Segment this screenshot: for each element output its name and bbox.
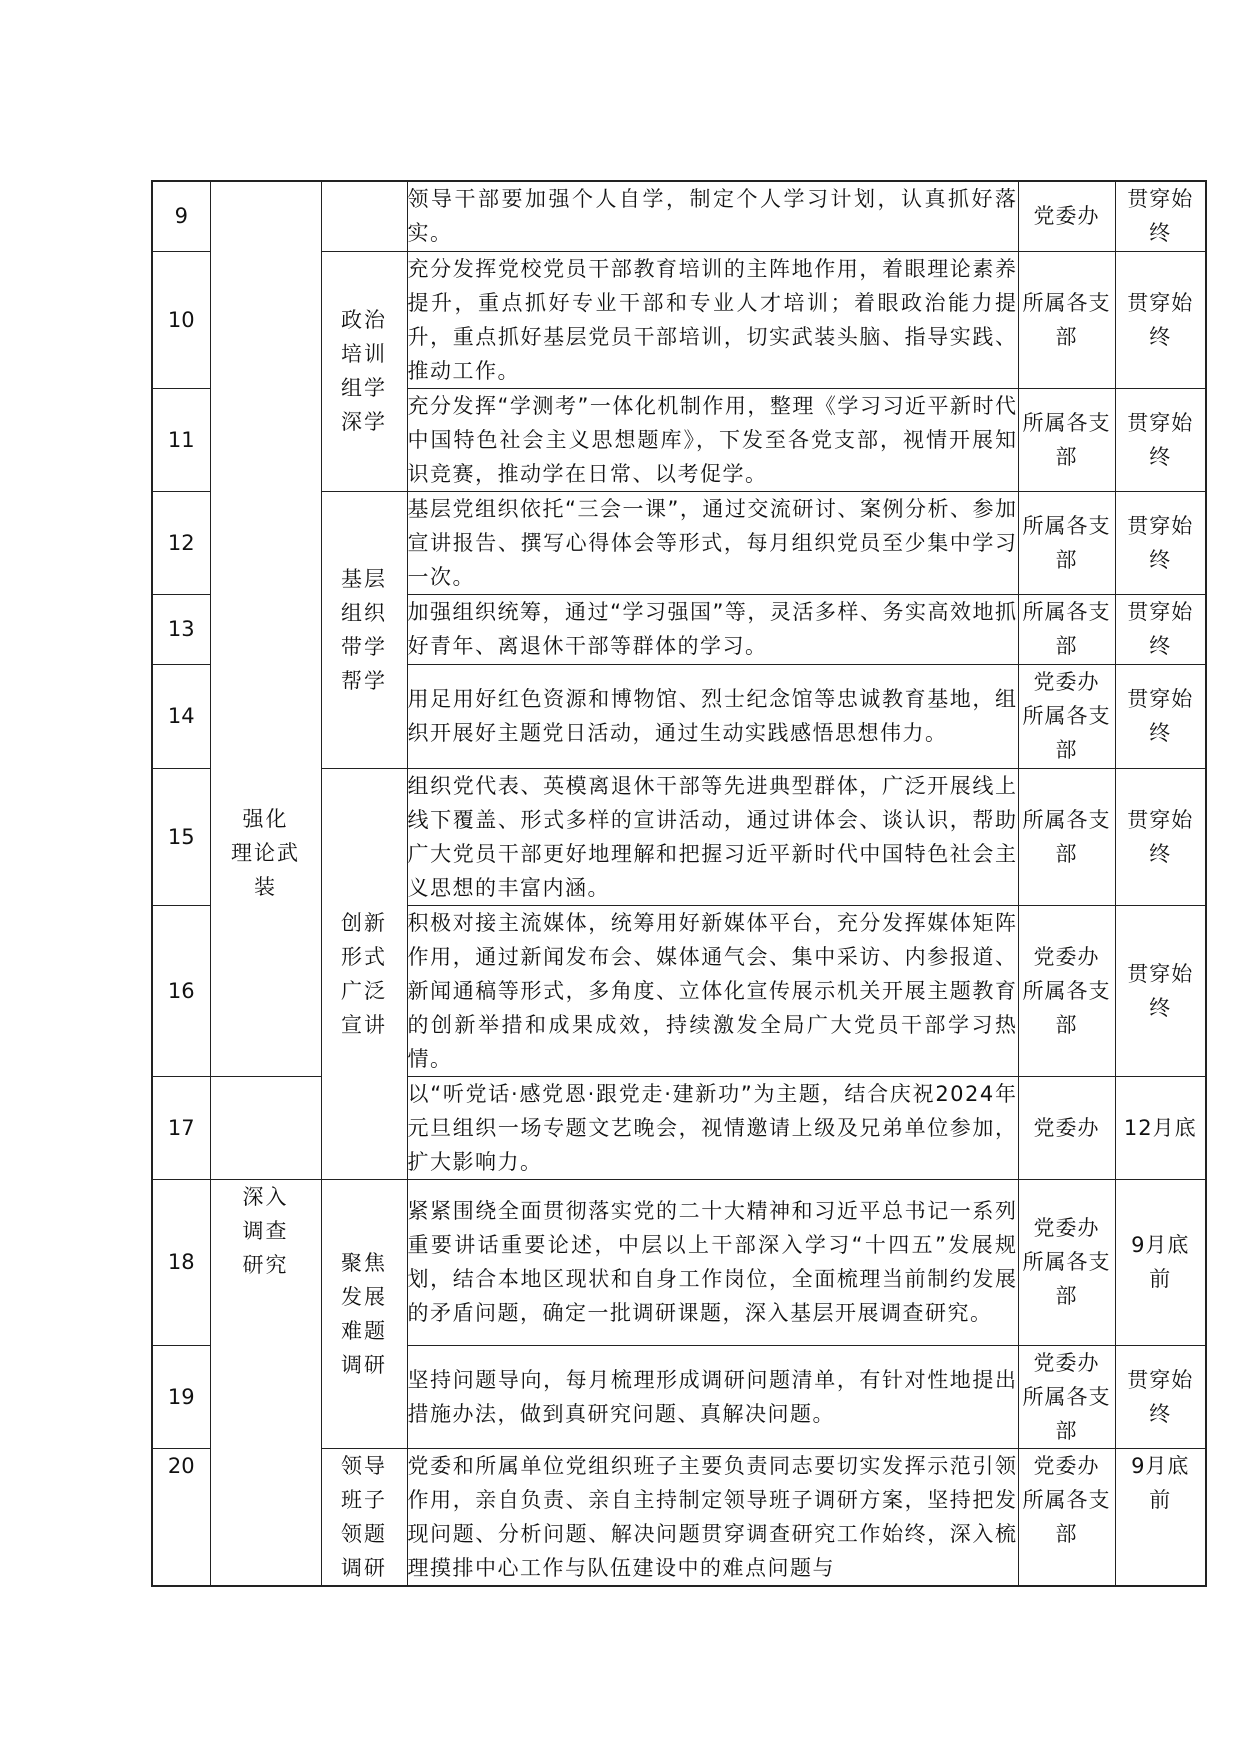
subcategory-label: 聚焦 发展 难题 调研 [341, 1250, 387, 1377]
subcategory-cell-empty [321, 181, 407, 251]
task-content: 充分发挥党校党员干部教育培训的主阵地作用，着眼理论素养提升，重点抓好专业干部和专业人才培训；着眼政治能力提升，重点抓好基层党员干部培训，切实武装头脑、指导实践、推动工作。 [407, 251, 1018, 388]
responsible-unit: 党委办 [1018, 1076, 1115, 1179]
time-limit: 贯穿始 终 [1115, 1345, 1206, 1448]
task-content: 紧紧围绕全面贯彻落实党的二十大精神和习近平总书记一系列重要讲话重要论述，中层以上干部深入学习“十四五”发展规划，结合本地区现状和自身工作岗位，全面梳理当前制约发展的矛盾问题，确定一批调研课题，深入基层开展调查研究。 [407, 1179, 1018, 1345]
task-content: 坚持问题导向，每月梳理形成调研问题清单，有针对性地提出措施办法，做到真研究问题、真解决问题。 [407, 1345, 1018, 1448]
row-number: 17 [152, 1076, 210, 1179]
category-label: 深入 调查 研究 [242, 1184, 289, 1277]
task-content: 党委和所属单位党组织班子主要负责同志要切实发挥示范引领作用，亲自负责、亲自主持制定领导班子调研方案，坚持把发现问题、分析问题、解决问题贯穿调查研究工作始终，深入梳理摸排中心工作与队伍建设中的难点问题与 [407, 1448, 1018, 1586]
subcategory-label: 政治 培训 组学 深学 [341, 308, 387, 434]
row-number: 13 [152, 594, 210, 664]
time-limit: 贯穿始 终 [1115, 664, 1206, 768]
task-content: 以“听党话·感党恩·跟党走·建新功”为主题，结合庆祝2024年元旦组织一场专题文艺晚会，视情邀请上级及兄弟单位参加，扩大影响力。 [407, 1076, 1018, 1179]
subcategory-cell-grassroots [321, 491, 407, 768]
time-limit: 贯穿始 终 [1115, 594, 1206, 664]
subcategory-label: 基层 组织 带学 帮学 [341, 566, 387, 693]
time-limit: 贯穿始 终 [1115, 905, 1206, 1076]
responsible-unit: 所属各支 部 [1018, 768, 1115, 905]
subcategory-cell-focus-research [321, 1179, 407, 1448]
task-content: 用足用好红色资源和博物馆、烈士纪念馆等忠诚教育基地，组织开展好主题党日活动，通过生动实践感悟思想伟力。 [407, 664, 1018, 768]
row-number: 10 [152, 251, 210, 388]
responsible-unit: 所属各支 部 [1018, 388, 1115, 491]
task-content: 组织党代表、英模离退休干部等先进典型群体，广泛开展线上线下覆盖、形式多样的宣讲活动，通过讲体会、谈认识，帮助广大党员干部更好地理解和把握习近平新时代中国特色社会主义思想的丰富内涵。 [407, 768, 1018, 905]
responsible-unit: 党委办 所属各支 部 [1018, 1345, 1115, 1448]
time-limit: 9月底 前 [1115, 1448, 1206, 1586]
responsible-unit: 党委办 所属各支 部 [1018, 1448, 1115, 1586]
row-number: 19 [152, 1345, 210, 1448]
row-number: 16 [152, 905, 210, 1076]
responsible-unit: 所属各支 部 [1018, 491, 1115, 594]
subcategory-label: 领导 班子 领题 调研 [341, 1453, 387, 1580]
responsible-unit: 所属各支 部 [1018, 251, 1115, 388]
task-content: 基层党组织依托“三会一课”，通过交流研讨、案例分析、参加宣讲报告、撰写心得体会等形式，每月组织党员至少集中学习一次。 [407, 491, 1018, 594]
subcategory-cell-leadership-research [321, 1448, 407, 1586]
table-row [152, 1179, 1206, 1345]
row-number: 20 [152, 1448, 210, 1586]
task-content: 加强组织统筹，通过“学习强国”等，灵活多样、务实高效地抓好青年、离退休干部等群体的学习。 [407, 594, 1018, 664]
category-label: 强化 理论武 装 [231, 807, 300, 899]
row-number: 11 [152, 388, 210, 491]
work-plan-table [151, 180, 1207, 1587]
category-cell-strengthen-end [210, 1076, 321, 1179]
task-content: 积极对接主流媒体，统筹用好新媒体平台，充分发挥媒体矩阵作用，通过新闻发布会、媒体通气会、集中采访、内参报道、新闻通稿等形式，多角度、立体化宣传展示机关开展主题教育的创新举措和成果成效，持续激发全局广大党员干部学习热情。 [407, 905, 1018, 1076]
responsible-unit: 党委办 所属各支 部 [1018, 905, 1115, 1076]
time-limit: 贯穿始 终 [1115, 181, 1206, 251]
subcategory-cell-innovation [321, 768, 407, 1179]
responsible-unit: 党委办 所属各支 部 [1018, 1179, 1115, 1345]
time-limit: 9月底 前 [1115, 1179, 1206, 1345]
table-row [152, 1076, 1206, 1179]
row-number: 18 [152, 1179, 210, 1345]
task-content: 领导干部要加强个人自学，制定个人学习计划，认真抓好落实。 [407, 181, 1018, 251]
subcategory-label: 创新 形式 广泛 宣讲 [341, 910, 387, 1037]
category-cell-investigate [210, 1179, 321, 1586]
category-cell-strengthen [210, 181, 321, 1076]
responsible-unit: 党委办 所属各支 部 [1018, 664, 1115, 768]
row-number: 15 [152, 768, 210, 905]
row-number: 9 [152, 181, 210, 251]
time-limit: 贯穿始 终 [1115, 768, 1206, 905]
time-limit: 贯穿始 终 [1115, 491, 1206, 594]
row-number: 14 [152, 664, 210, 768]
task-content: 充分发挥“学测考”一体化机制作用，整理《学习习近平新时代中国特色社会主义思想题库》，下发至各党支部，视情开展知识竞赛，推动学在日常、以考促学。 [407, 388, 1018, 491]
time-limit: 贯穿始 终 [1115, 388, 1206, 491]
table-row [152, 181, 1206, 251]
responsible-unit: 所属各支 部 [1018, 594, 1115, 664]
subcategory-cell-political-training [321, 251, 407, 491]
time-limit: 贯穿始 终 [1115, 251, 1206, 388]
row-number: 12 [152, 491, 210, 594]
time-limit: 12月底 [1115, 1076, 1206, 1179]
responsible-unit: 党委办 [1018, 181, 1115, 251]
